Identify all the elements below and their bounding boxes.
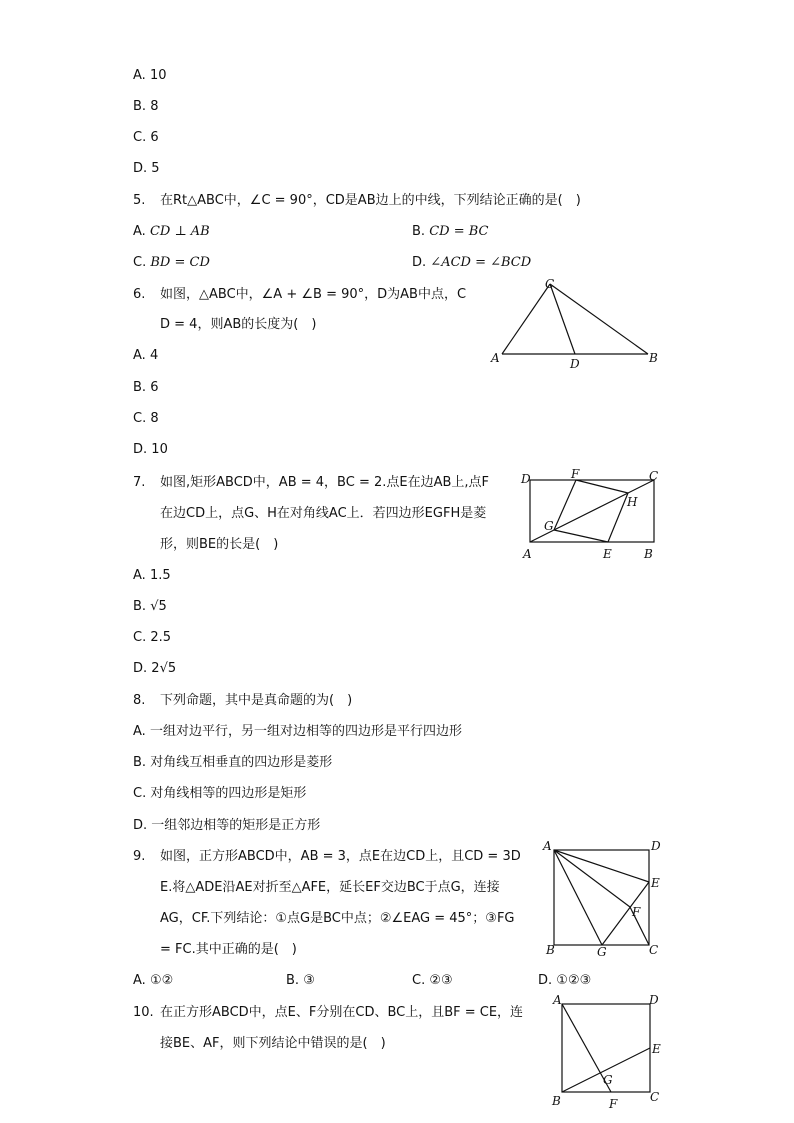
q6-segment-cd — [550, 284, 575, 354]
q7-stem-line1: 如图,矩形ABCD中，AB = 4，BC = 2.点E在边AB上,点F — [160, 475, 490, 490]
q7-option-b: B. √5 — [133, 599, 167, 614]
q6-number: 6. — [133, 287, 146, 302]
q6-segment-cb — [550, 284, 648, 354]
q7-option-c: C. 2.5 — [133, 630, 172, 645]
q8-option-d: D. 一组邻边相等的矩形是正方形 — [133, 818, 321, 833]
q6-option-d: D. 10 — [133, 442, 168, 457]
q9-option-a: A. ①② — [133, 973, 174, 988]
q7-stem-line3: 形，则BE的长是( ) — [160, 537, 279, 552]
q9-label-e: E — [651, 876, 660, 890]
q4-option-b: B. 8 — [133, 99, 159, 114]
q6-triangle-figure — [490, 272, 660, 372]
q9-option-d: D. ①②③ — [538, 973, 592, 988]
q7-segment-eh — [608, 493, 628, 542]
q10-label-b: B — [552, 1094, 561, 1108]
q7-rectangle-figure — [518, 466, 668, 566]
q5-stem: 在Rt△ABC中，∠C = 90°，CD是AB边上的中线，下列结论正确的是( ) — [160, 193, 581, 208]
q10-label-g: G — [603, 1073, 613, 1087]
q10-label-c: C — [650, 1090, 660, 1104]
q6-stem-line2: D = 4，则AB的长度为( ) — [160, 317, 317, 332]
q4-option-a: A. 10 — [133, 68, 167, 83]
q7-label-e: E — [603, 547, 612, 561]
q7-label-h: H — [627, 495, 638, 509]
q10-square-figure — [546, 990, 671, 1115]
q10-label-f: F — [609, 1097, 618, 1111]
q6-label-d: D — [570, 357, 580, 371]
q10-label-a: A — [553, 993, 562, 1007]
q9-label-g: G — [597, 945, 607, 959]
q5-option-a: A. CD ⊥ AB — [133, 224, 210, 239]
q6-segment-ca — [502, 284, 550, 354]
q5-option-c: C. BD = CD — [133, 255, 210, 270]
q9-square-abcd — [554, 850, 649, 945]
q7-label-c: C — [649, 469, 659, 483]
q4-option-d: D. 5 — [133, 161, 160, 176]
q9-stem-line4: = FC.其中正确的是( ) — [160, 942, 297, 957]
q7-stem-line2: 在边CD上，点G、H在对角线AC上．若四边形EGFH是菱 — [160, 506, 487, 521]
q8-option-c: C. 对角线相等的四边形是矩形 — [133, 786, 307, 801]
q9-label-b: B — [546, 943, 555, 957]
q9-stem-line3: AG，CF.下列结论：①点G是BC中点；②∠EAG = 45°；③FG — [160, 911, 515, 926]
q7-segment-fg — [554, 480, 576, 530]
q10-label-e: E — [652, 1042, 661, 1056]
q7-label-f: F — [571, 467, 580, 481]
q9-label-c: C — [649, 943, 659, 957]
q8-number: 8. — [133, 693, 146, 708]
q9-stem-line1: 如图，正方形ABCD中，AB = 3，点E在边CD上，且CD = 3D — [160, 849, 521, 864]
q8-stem: 下列命题，其中是真命题的为( ) — [160, 693, 353, 708]
q9-number: 9. — [133, 849, 146, 864]
q7-number: 7. — [133, 475, 146, 490]
q8-option-a: A. 一组对边平行，另一组对边相等的四边形是平行四边形 — [133, 724, 462, 739]
q6-label-b: B — [649, 351, 658, 365]
q9-segment-af — [554, 850, 630, 907]
q10-label-d: D — [649, 993, 659, 1007]
q9-option-c: C. ②③ — [412, 973, 453, 988]
q7-option-a: A. 1.5 — [133, 568, 171, 583]
q6-label-c: C — [545, 277, 555, 291]
q6-option-b: B. 6 — [133, 380, 159, 395]
q5-option-b: B. CD = BC — [412, 224, 489, 239]
q10-stem-line1: 在正方形ABCD中，点E、F分别在CD、BC上，且BF = CE，连 — [160, 1005, 524, 1020]
q9-label-d: D — [651, 839, 661, 853]
q9-label-a: A — [543, 839, 552, 853]
q5-number: 5. — [133, 193, 146, 208]
q9-label-f: F — [632, 905, 641, 919]
q7-label-g: G — [544, 519, 554, 533]
q7-label-d: D — [521, 472, 531, 486]
q7-segment-hf — [576, 480, 628, 493]
q6-stem-line1: 如图，△ABC中，∠A + ∠B = 90°，D为AB中点，C — [160, 287, 467, 302]
q9-square-figure — [540, 836, 670, 961]
q7-label-a: A — [523, 547, 532, 561]
q9-stem-line2: E.将△ADE沿AE对折至△AFE，延长EF交边BC于点G，连接 — [160, 880, 500, 895]
q5-option-d: D. ∠ACD = ∠BCD — [412, 255, 532, 270]
q7-segment-ge — [554, 530, 608, 542]
q6-label-a: A — [491, 351, 500, 365]
q7-option-d: D. 2√5 — [133, 661, 177, 676]
q10-number: 10. — [133, 1005, 154, 1020]
q9-option-b: B. ③ — [286, 973, 315, 988]
q10-stem-line2: 接BE、AF，则下列结论中错误的是( ) — [160, 1036, 386, 1051]
q8-option-b: B. 对角线互相垂直的四边形是菱形 — [133, 755, 333, 770]
q6-option-c: C. 8 — [133, 411, 159, 426]
q4-option-c: C. 6 — [133, 130, 159, 145]
q7-label-b: B — [644, 547, 653, 561]
q6-option-a: A. 4 — [133, 348, 159, 363]
